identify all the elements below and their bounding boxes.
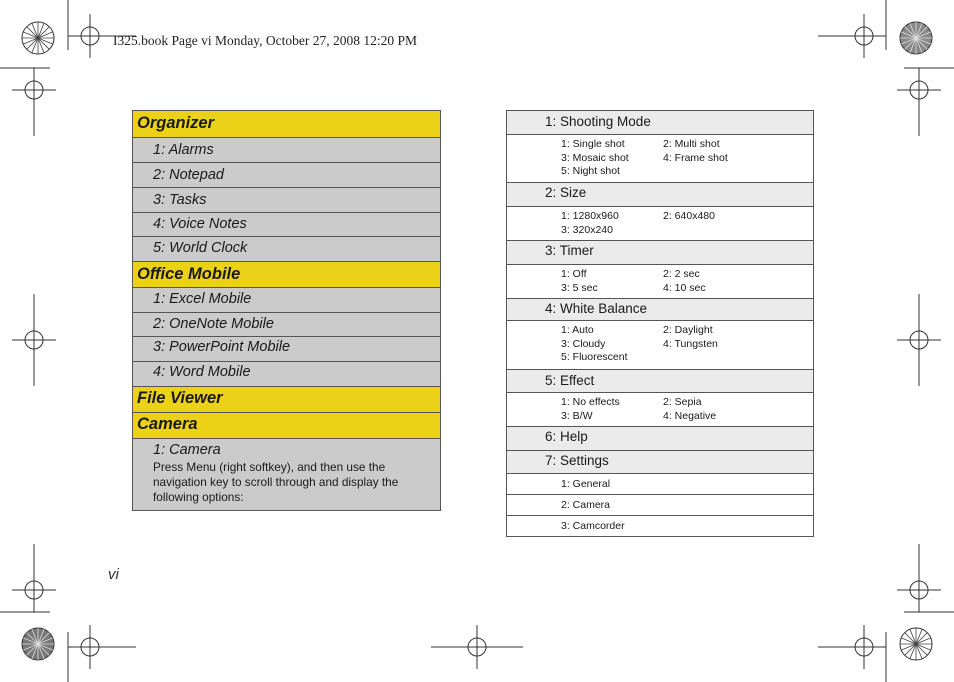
menu-item-powerpoint-mobile: 3: PowerPoint Mobile bbox=[133, 337, 440, 362]
option: 3: Cloudy bbox=[561, 337, 606, 350]
option: 2: 640x480 bbox=[663, 210, 715, 222]
menu-item-voice-notes: 4: Voice Notes bbox=[133, 213, 440, 237]
category-office-mobile: Office Mobile bbox=[133, 262, 440, 288]
heading-shooting-mode: 1: Shooting Mode bbox=[507, 111, 813, 135]
option: 2: 2 sec bbox=[663, 268, 700, 280]
settings-item-camera: 2: Camera bbox=[507, 495, 813, 516]
option: 4: Frame shot bbox=[663, 151, 728, 164]
menu-table-left bbox=[132, 110, 441, 511]
menu-item-alarms: 1: Alarms bbox=[133, 138, 440, 163]
option: 3: 5 sec bbox=[561, 281, 598, 294]
option: 5: Fluorescent bbox=[561, 351, 628, 363]
option: 1: No effects bbox=[561, 396, 620, 408]
option bbox=[663, 224, 783, 238]
options-white-balance bbox=[507, 321, 813, 370]
option: 1: Off bbox=[561, 268, 587, 280]
option: 2: Daylight bbox=[663, 324, 713, 336]
menu-item-tasks: 3: Tasks bbox=[133, 188, 440, 213]
option: 1: Single shot bbox=[561, 138, 625, 150]
option: 4: Negative bbox=[663, 409, 717, 422]
options-timer bbox=[507, 265, 813, 299]
heading-help: 6: Help bbox=[507, 427, 813, 451]
print-header: I325.book Page vi Monday, October 27, 2008 12:20 PM bbox=[113, 33, 417, 48]
menu-item-excel-mobile: 1: Excel Mobile bbox=[133, 288, 440, 313]
options-size bbox=[507, 207, 813, 241]
option: 1: Auto bbox=[561, 324, 594, 336]
menu-item-word-mobile: 4: Word Mobile bbox=[133, 362, 440, 387]
menu-item-notepad: 2: Notepad bbox=[133, 163, 440, 188]
heading-timer: 3: Timer bbox=[507, 241, 813, 265]
option bbox=[663, 351, 783, 365]
option: 5: Night shot bbox=[561, 165, 620, 177]
option: 4: Tungsten bbox=[663, 337, 718, 350]
camera-description: Press Menu (right softkey), and then use the navigation key to scroll through and display the following options: bbox=[153, 460, 399, 504]
option: 4: 10 sec bbox=[663, 281, 706, 294]
category-file-viewer: File Viewer bbox=[133, 387, 440, 413]
menu-table-right bbox=[506, 110, 814, 537]
settings-item-camcorder: 3: Camcorder bbox=[507, 516, 813, 537]
heading-settings: 7: Settings bbox=[507, 451, 813, 474]
menu-item-camera: 1: Camera Press Menu (right softkey), and then use the navigation key to scroll through and display the following options: bbox=[133, 439, 440, 511]
heading-white-balance: 4: White Balance bbox=[507, 299, 813, 321]
settings-item-general: 1: General bbox=[507, 474, 813, 495]
heading-size: 2: Size bbox=[507, 183, 813, 207]
option: 3: B/W bbox=[561, 409, 593, 422]
option: 2: Multi shot bbox=[663, 138, 720, 150]
option: 3: 320x240 bbox=[561, 223, 613, 236]
option: 1: 1280x960 bbox=[561, 210, 619, 222]
menu-item-world-clock: 5: World Clock bbox=[133, 237, 440, 262]
option: 3: Mosaic shot bbox=[561, 151, 629, 164]
category-camera: Camera bbox=[133, 413, 440, 439]
options-shooting-mode bbox=[507, 135, 813, 183]
category-organizer: Organizer bbox=[133, 111, 440, 138]
options-effect bbox=[507, 393, 813, 427]
menu-item-onenote-mobile: 2: OneNote Mobile bbox=[133, 313, 440, 337]
heading-effect: 5: Effect bbox=[507, 370, 813, 393]
page-number: vi bbox=[108, 566, 119, 583]
option bbox=[663, 165, 783, 179]
option: 2: Sepia bbox=[663, 396, 702, 408]
